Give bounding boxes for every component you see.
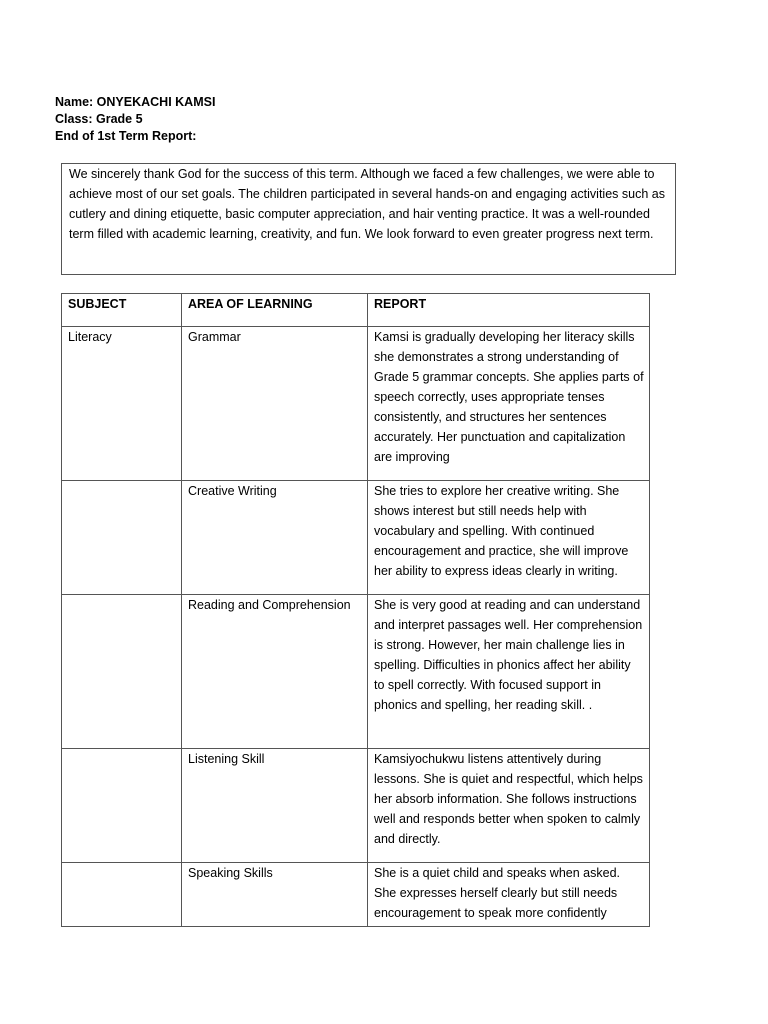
intro-text: We sincerely thank God for the success of this term. Although we faced a few challenges, we were able to achieve most of our set goals. The children participated in several hands-on and engaging activities such as cutlery and dining etiquette, basic computer appreciation, and hair venting practice. It was a well-rounded term filled with academic learning, creativity, and fun. We look forward to even greater progress next term. <box>69 167 665 241</box>
report-cell: She tries to explore her creative writing. She shows interest but still needs help with vocabulary and spelling. With continued encouragement and practice, she will improve her ability to express ideas clearly in writing. <box>368 481 650 595</box>
subject-cell <box>62 481 182 595</box>
area-cell: Listening Skill <box>182 749 368 863</box>
subject-cell <box>62 863 182 927</box>
student-name: Name: ONYEKACHI KAMSI <box>55 95 216 109</box>
report-cell: She is very good at reading and can understand and interpret passages well. Her comprehension is strong. However, her main challenge lies in spelling. Difficulties in phonics affect her ability to spell correctly. With focused support in phonics and spelling, her reading skill. . <box>368 595 650 749</box>
subject-cell <box>62 749 182 863</box>
table-row <box>62 749 650 863</box>
class-label: Class: Grade 5 <box>55 112 143 126</box>
area-cell: Creative Writing <box>182 481 368 595</box>
area-cell: Grammar <box>182 327 368 481</box>
header-report: REPORT <box>368 294 650 327</box>
report-title: End of 1st Term Report: <box>55 129 197 143</box>
subject-cell <box>62 595 182 749</box>
table-row <box>62 863 650 927</box>
area-cell: Speaking Skills <box>182 863 368 927</box>
header-area: AREA OF LEARNING <box>182 294 368 327</box>
intro-box <box>61 163 676 275</box>
report-cell: Kamsiyochukwu listens attentively during lessons. She is quiet and respectful, which helps her absorb information. She follows instructions well and responds better when spoken to calmly and directly. <box>368 749 650 863</box>
report-cell: She is a quiet child and speaks when asked. She expresses herself clearly but still needs encouragement to speak more confidently <box>368 863 650 927</box>
table-row <box>62 327 650 481</box>
report-table <box>61 293 650 927</box>
subject-cell: Literacy <box>62 327 182 481</box>
report-cell: Kamsi is gradually developing her literacy skills she demonstrates a strong understanding of Grade 5 grammar concepts. She applies parts of speech correctly, uses appropriate tenses consistently, and structures her sentences accurately. Her punctuation and capitalization are improving <box>368 327 650 481</box>
header-subject: SUBJECT <box>62 294 182 327</box>
area-cell: Reading and Comprehension <box>182 595 368 749</box>
table-row <box>62 595 650 749</box>
table-row <box>62 481 650 595</box>
table-header-row <box>62 294 650 327</box>
